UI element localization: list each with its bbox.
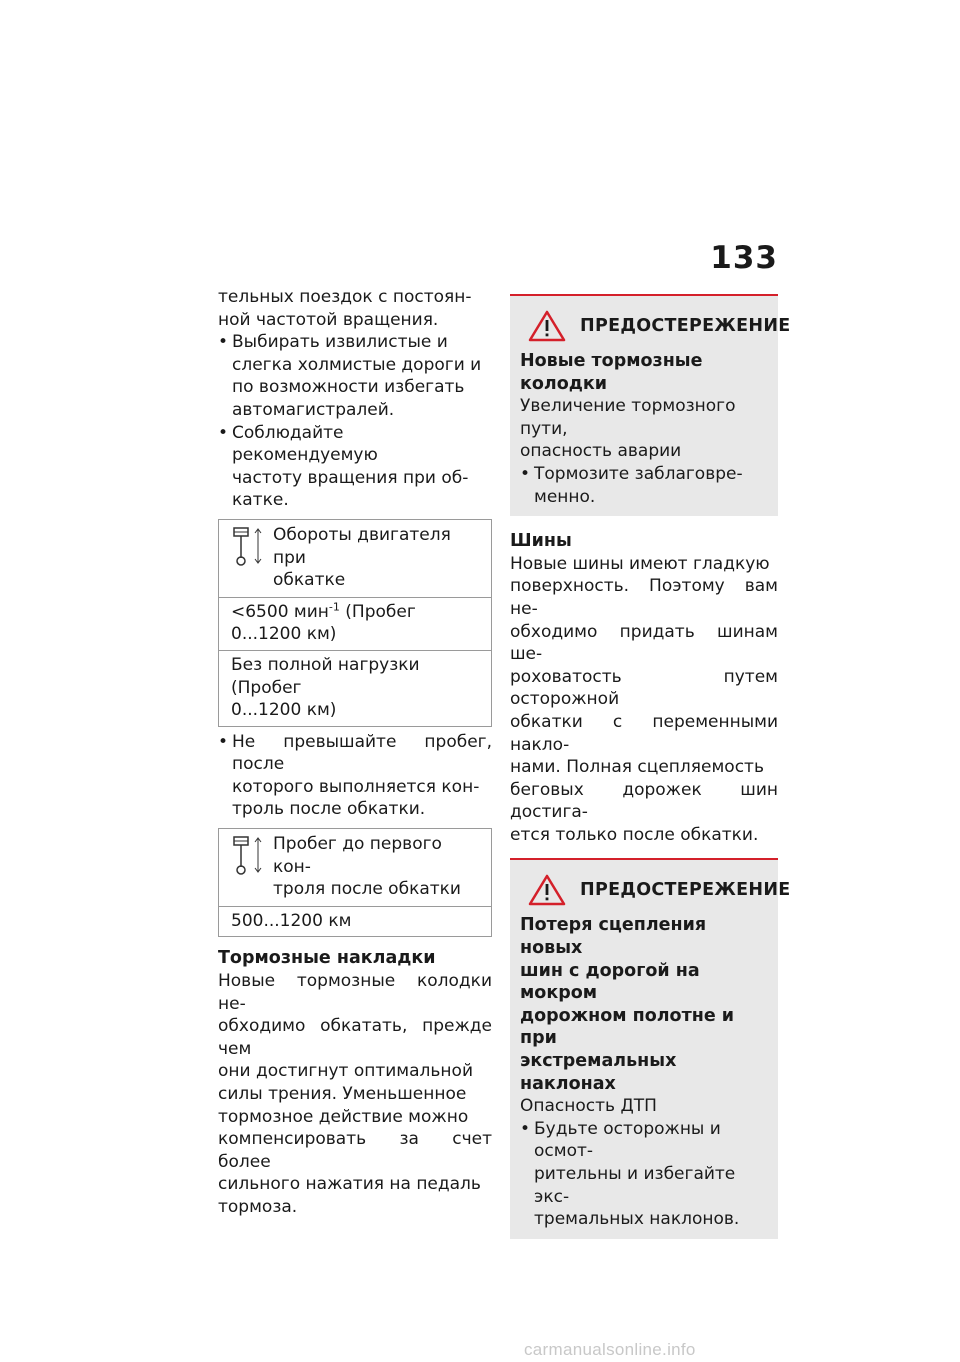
spec-table-header — [219, 829, 491, 907]
warning-subtitle: шин с дорогой на мокром — [520, 960, 700, 1004]
list-item-line: слегка холмистые дороги и — [232, 354, 482, 375]
list-item-line: Соблюдайте рекомендуемую — [232, 422, 378, 466]
spec-table-row: Без полной нагрузки (Пробег 0...1200 км) — [231, 654, 420, 721]
warning-title: ПРЕДОСТЕРЕЖЕНИЕ — [580, 880, 791, 901]
spec-table-title: Обороты двигателя при — [273, 524, 451, 568]
warning-body: Опасность ДТП — [520, 1096, 657, 1117]
spec-table-row: <6500 мин$^{-1}$ (Пробег 0...1200 км) — [219, 598, 491, 651]
warning-subtitle: Потеря сцепления новых — [520, 915, 707, 959]
bullet-dot-icon: • — [520, 463, 531, 484]
spec-table-engine-speed — [218, 519, 492, 727]
warning-body: Увеличение тормозного пути, — [520, 396, 736, 439]
intro-line: тельных поездок с постоян- — [218, 287, 472, 307]
engine-piston-icon — [231, 524, 265, 568]
section-title-tires: Шины — [510, 531, 572, 552]
warning-box-tires — [510, 858, 791, 1238]
intro-line: ной частотой вращения. — [218, 309, 439, 330]
spec-table-title: троля после обкатки — [273, 879, 461, 900]
list-item-line: Выбирать извилистые и — [232, 332, 448, 353]
list-item-line: Не превышайте пробег, после — [232, 731, 492, 775]
left-column — [218, 286, 492, 1219]
section-text-tires: Новые шины имеют гладкую поверхность. Поэтому вам не- обходимо придать шинам ше- роховатость путем осторожной обкатки с переменными накло- нами. Полная сцепляемость беговых дорожек шин достига- ется только после обкатки. — [510, 553, 778, 845]
warning-title: ПРЕДОСТЕРЕЖЕНИЕ — [580, 316, 791, 336]
warning-subtitle: экстремальных наклонах — [520, 1051, 677, 1094]
list-item-line: которого выполняется кон- — [232, 776, 480, 797]
warning-triangle-icon — [528, 874, 566, 906]
warning-body: опасность аварии — [520, 441, 682, 462]
section-text-brake-pads: Новые тормозные колодки не- обходимо обкатать, прежде чем они достигнут оптимальной силы трения. Уменьшенное тормозное действие можно компенсировать за счет более сильного нажатия на педаль тормоза. — [218, 971, 492, 1217]
page-number: 133 — [710, 240, 778, 276]
bullet-dot-icon: • — [218, 731, 229, 752]
warning-subtitle: дорожном полотне и при — [520, 1005, 735, 1049]
list-item-line: катке. — [232, 490, 289, 511]
right-column — [510, 294, 791, 1247]
bullet-dot-icon: • — [218, 422, 229, 443]
spec-table-first-inspection — [218, 828, 492, 937]
warning-triangle-icon — [528, 310, 566, 342]
list-item-line: частоту вращения при об- — [232, 467, 469, 488]
list-item: • Тормозите заблаговре- менно. — [520, 463, 743, 507]
spec-table-header — [219, 520, 491, 598]
list-item-line: по возможности избегать — [232, 377, 465, 398]
watermark: carmanualsonline.info — [524, 1340, 696, 1359]
list-item — [218, 731, 492, 821]
list-item-line: автомагистралей. — [232, 399, 395, 420]
bullet-dot-icon: • — [218, 332, 229, 353]
list-item — [218, 331, 492, 421]
spec-table-title: Пробег до первого кон- — [273, 834, 442, 877]
engine-piston-icon — [231, 833, 265, 877]
warning-subtitle: Новые тормозные — [520, 351, 703, 371]
section-title-brake-pads: Тормозные накладки — [218, 948, 436, 969]
spec-table-row: 500...1200 км — [231, 910, 352, 931]
list-item — [218, 422, 492, 512]
spec-table-title: обкатке — [273, 570, 346, 591]
bullet-dot-icon: • — [520, 1118, 531, 1139]
list-item: • Будьте осторожны и осмот- рительны и избегайте экс- тремальных наклонов. — [520, 1118, 740, 1230]
warning-box-brake-pads — [510, 294, 791, 516]
warning-subtitle: колодки — [520, 373, 608, 394]
list-item-line: троль после обкатки. — [232, 799, 426, 820]
